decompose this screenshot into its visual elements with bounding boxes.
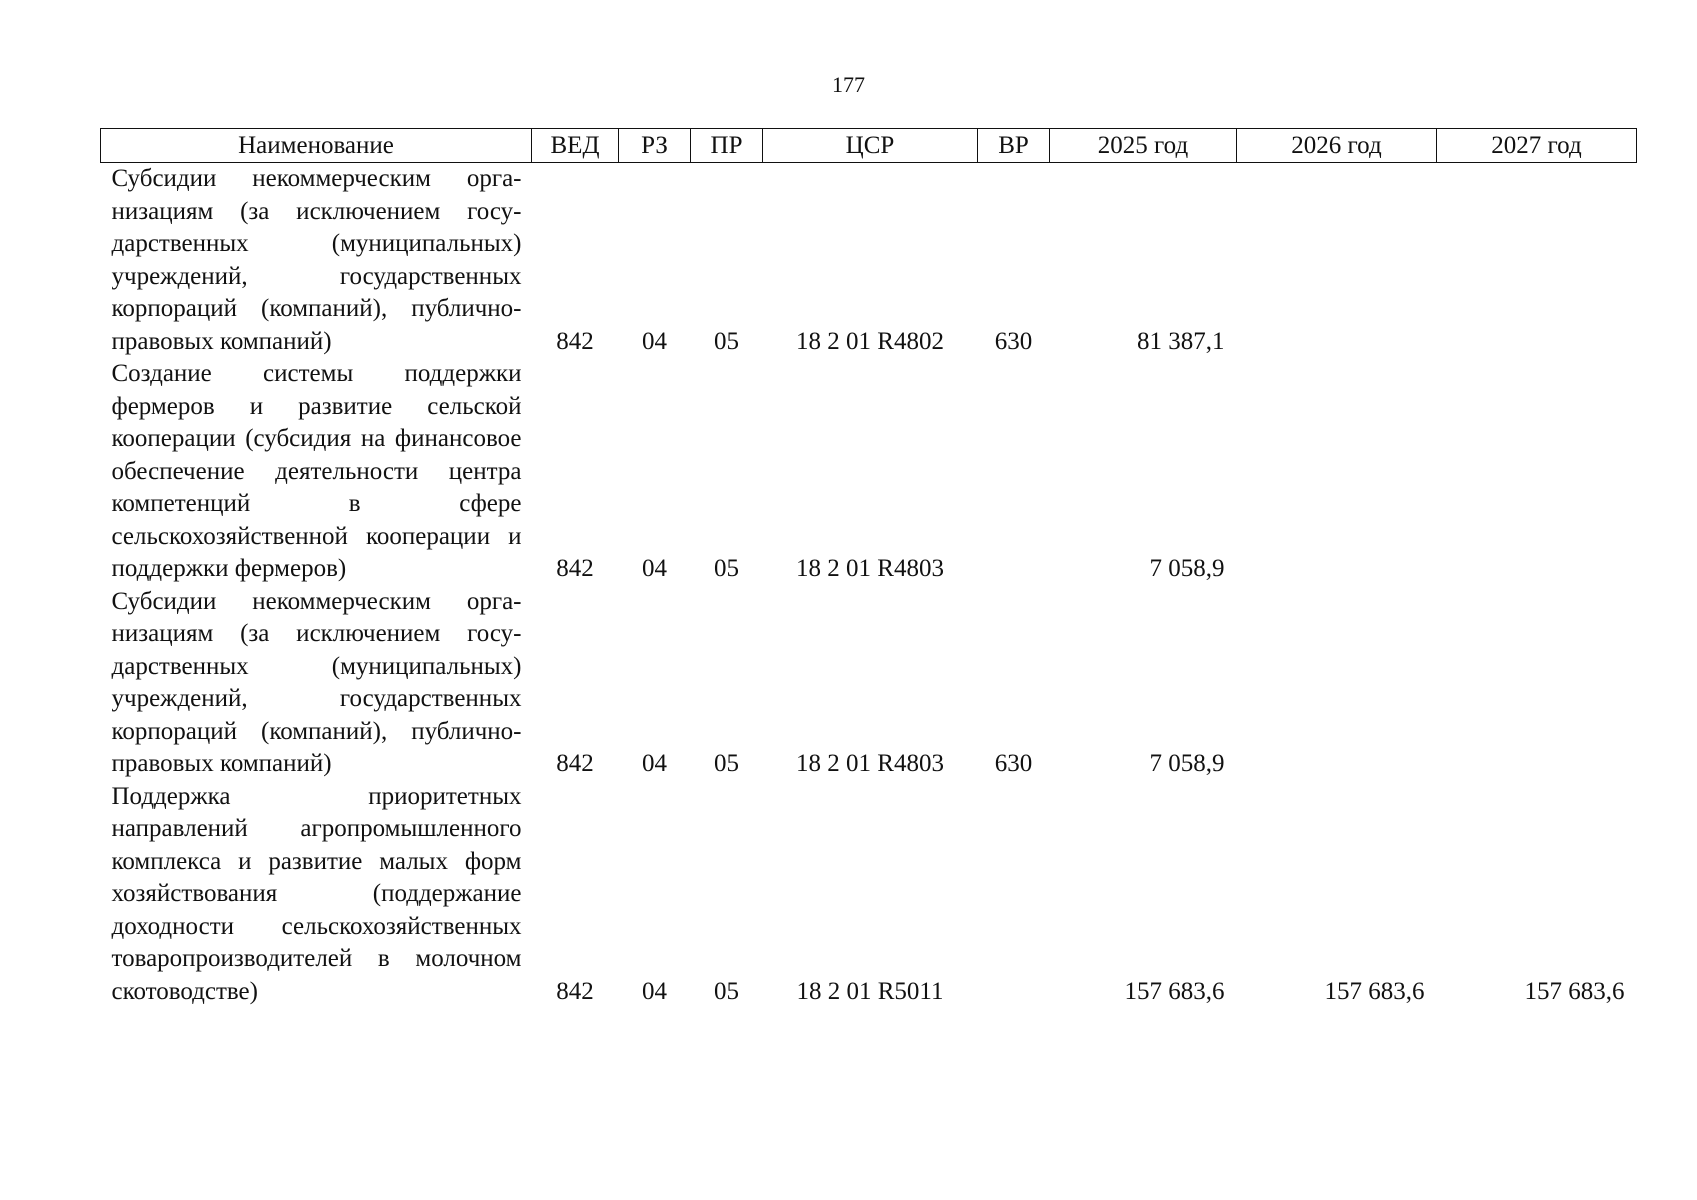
row-rz-cell: 04 xyxy=(642,977,667,1005)
row-csr-cell: 18 2 01 R4803 xyxy=(796,555,944,582)
row-2027-cell: 157 683,6 xyxy=(1524,977,1625,1005)
row-pr-cell: 05 xyxy=(714,555,739,582)
row-name-cell: Создание системы поддержки фермеров и развитие сельской кооперации (субсидия на финансовое обеспечение деятельности центра компетенций в сфере сельскохозяйственной кооперации и поддержки фермеров) xyxy=(111,360,522,582)
row-name-cell: Субсидии некоммерческим организациям (за исключением государственных (муниципальных) учреждений, государственных корпораций (компаний), публично-правовых компаний) xyxy=(111,165,522,355)
row-vr-cell: 630 xyxy=(994,750,1033,777)
column-header-ved: ВЕД xyxy=(532,129,619,163)
row-rz-cell: 04 xyxy=(642,327,667,355)
row-vr-cell xyxy=(978,781,1050,1009)
row-name-cell: Субсидии некоммерческим организациям (за исключением государственных (муниципальных) учреждений, государственных корпораций (компаний), публично-правовых компаний) xyxy=(111,587,522,777)
row-ved-cell: 842 xyxy=(556,327,594,355)
row-rz-cell: 04 xyxy=(642,555,667,582)
row-2026-cell xyxy=(1237,586,1437,781)
row-2025-cell: 7 058,9 xyxy=(1149,750,1225,777)
row-ved-cell: 842 xyxy=(556,555,594,582)
table-row xyxy=(101,163,1637,359)
row-2026-cell xyxy=(1237,163,1437,359)
column-header-rz: РЗ xyxy=(619,129,691,163)
row-pr-cell: 05 xyxy=(714,327,739,355)
column-header-csr: ЦСР xyxy=(763,129,978,163)
page-number: 177 xyxy=(832,72,865,97)
row-pr-cell: 05 xyxy=(714,977,739,1005)
row-2025-cell: 157 683,6 xyxy=(1124,977,1225,1005)
row-csr-cell: 18 2 01 R4803 xyxy=(796,750,944,777)
row-2027-cell xyxy=(1437,358,1637,586)
row-vr-cell: 630 xyxy=(994,327,1033,355)
row-2027-cell xyxy=(1437,163,1637,359)
table-row xyxy=(101,781,1637,1009)
budget-table xyxy=(100,128,1637,1008)
table-header-row xyxy=(101,129,1637,163)
table-row xyxy=(101,586,1637,781)
row-2025-cell: 7 058,9 xyxy=(1149,555,1225,582)
row-name-cell: Поддержка приоритетных направлений агропромышленного комплекса и развитие малых форм хозяйствования (поддержание доходности сельскохозяйственных товаропроизводителей в молочном скотоводстве) xyxy=(111,782,522,1005)
row-ved-cell: 842 xyxy=(556,977,594,1005)
row-vr-cell xyxy=(978,358,1050,586)
column-header-2026: 2026 год xyxy=(1237,129,1437,163)
row-2026-cell: 157 683,6 xyxy=(1324,977,1425,1005)
row-ved-cell: 842 xyxy=(556,750,594,777)
row-rz-cell: 04 xyxy=(642,750,667,777)
column-header-pr: ПР xyxy=(691,129,763,163)
row-csr-cell: 18 2 01 R5011 xyxy=(796,977,944,1005)
row-csr-cell: 18 2 01 R4802 xyxy=(796,327,944,355)
row-2026-cell xyxy=(1237,358,1437,586)
column-header-2025: 2025 год xyxy=(1050,129,1237,163)
row-2027-cell xyxy=(1437,586,1637,781)
row-pr-cell: 05 xyxy=(714,750,739,777)
column-header-name: Наименование xyxy=(101,129,532,163)
column-header-2027: 2027 год xyxy=(1437,129,1637,163)
row-2025-cell: 81 387,1 xyxy=(1137,327,1225,355)
table-row xyxy=(101,358,1637,586)
column-header-vr: ВР xyxy=(978,129,1050,163)
